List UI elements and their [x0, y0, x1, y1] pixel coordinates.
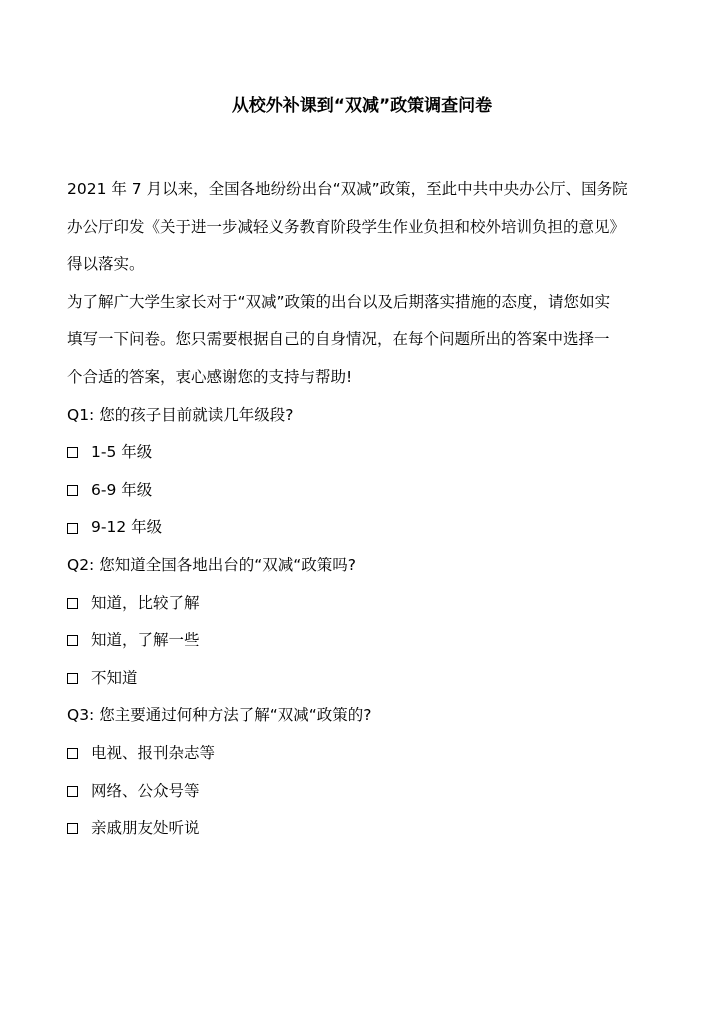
answer-option[interactable] [67, 660, 667, 698]
option-label: 1-5 年级 [91, 443, 153, 462]
answer-option[interactable] [67, 434, 667, 472]
document-body [67, 171, 667, 848]
intro-line: 得以落实。 [67, 255, 145, 274]
checkbox-icon[interactable] [67, 485, 78, 496]
question-text: Q2: 您知道全国各地出台的“双减“政策吗? [67, 555, 356, 574]
checkbox-icon[interactable] [67, 523, 78, 534]
question-3 [67, 697, 667, 847]
checkbox-icon[interactable] [67, 673, 78, 684]
question-1 [67, 397, 667, 547]
answer-option[interactable] [67, 773, 667, 811]
answer-option[interactable] [67, 472, 667, 510]
intro-line: 个合适的答案，衷心感谢您的支持与帮助! [67, 367, 353, 386]
option-label: 电视、报刊杂志等 [91, 743, 216, 762]
question-2 [67, 547, 667, 697]
answer-option[interactable] [67, 622, 667, 660]
checkbox-icon[interactable] [67, 447, 78, 458]
checkbox-icon[interactable] [67, 598, 78, 609]
checkbox-icon[interactable] [67, 748, 78, 759]
intro-line: 为了解广大学生家长对于“双减”政策的出台以及后期落实措施的态度，请您如实 [67, 292, 611, 311]
question-text: Q1: 您的孩子目前就读几年级段? [67, 405, 294, 424]
intro-paragraph-1 [67, 171, 667, 284]
option-label: 不知道 [91, 668, 138, 687]
option-label: 知道，比较了解 [91, 593, 200, 612]
checkbox-icon[interactable] [67, 635, 78, 646]
answer-option[interactable] [67, 509, 667, 547]
answer-option[interactable] [67, 585, 667, 623]
option-label: 9-12 年级 [91, 518, 163, 537]
option-label: 网络、公众号等 [91, 781, 200, 800]
option-label: 知道，了解一些 [91, 631, 200, 650]
checkbox-icon[interactable] [67, 823, 78, 834]
answer-option[interactable] [67, 735, 667, 773]
option-label: 6-9 年级 [91, 480, 153, 499]
intro-line: 2021 年 7 月以来，全国各地纷纷出台“双减”政策，至此中共中央办公厅、国务院 [67, 180, 628, 198]
question-text: Q3: 您主要通过何种方法了解“双减“政策的? [67, 706, 372, 725]
option-label: 亲戚朋友处听说 [91, 819, 200, 838]
intro-line: 办公厅印发《关于进一步减轻义务教育阶段学生作业负担和校外培训负担的意见》 [67, 217, 626, 236]
intro-line: 填写一下问卷。您只需要根据自己的自身情况，在每个问题所出的答案中选择一 [67, 330, 610, 349]
intro-paragraph-2 [67, 284, 667, 397]
checkbox-icon[interactable] [67, 786, 78, 797]
document-title: 从校外补课到“双减”政策调查问卷 [231, 96, 493, 116]
answer-option[interactable] [67, 810, 667, 848]
